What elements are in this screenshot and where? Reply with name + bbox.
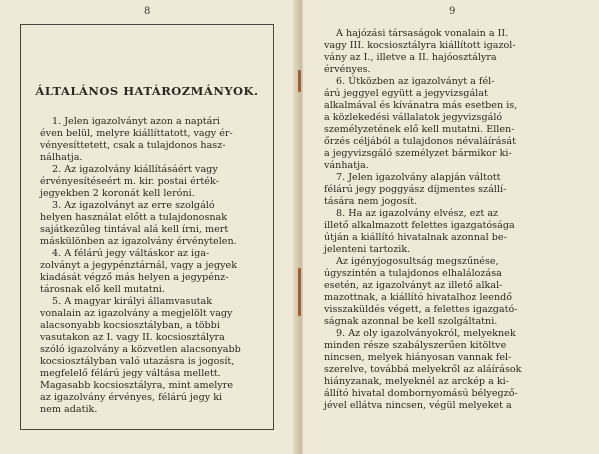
text-line: jével ellátva nincsen, végül melyeket a (324, 400, 512, 411)
text-line: érvényes. (324, 64, 371, 75)
text-line: ságnak azonnal be kell szolgáltatni. (324, 316, 498, 327)
right-page-text (324, 28, 566, 412)
text-line: Magasabb kocsiosztályra, mint amelyre (40, 380, 234, 391)
text-line: állító hivatal dombornyomású bélyegző- (324, 388, 518, 399)
text-line: helyen használat előtt a tulajdonosnak (40, 212, 228, 223)
text-line: árú jeggyel együtt a jegyvizsgálat (324, 88, 488, 99)
text-line: nem adatik. (40, 404, 98, 415)
text-line: esetén, az igazolványt az illető alkal- (324, 280, 503, 291)
text-line: vánhatja. (324, 160, 369, 171)
text-line: éven belül, melyre kiállíttatott, vagy ér- (40, 128, 233, 139)
text-line: jegyekben 2 koronát kell leróni. (40, 188, 195, 199)
text-line: tárosnak elő kell mutatni. (40, 284, 165, 295)
text-line: vonalain az igazolvány a megjelölt vagy (40, 308, 233, 319)
text-line: Az igényjogosultság megszűnése, (336, 256, 499, 267)
binding-stitch (298, 268, 301, 316)
text-line: 9. Az oly igazolványokról, melyeknek (336, 328, 516, 339)
text-line: máskülönben az igazolvány érvénytelen. (40, 236, 237, 247)
text-line: az igazolvány érvényes, félárú jegy ki (40, 392, 223, 403)
text-line: minden része szabályszerűen kitöltve (324, 340, 507, 351)
text-line: 8. Ha az igazolvány elvész, ezt az (336, 208, 499, 219)
text-line: félárú jegy poggyász díjmentes szállí- (324, 184, 507, 195)
page-number-left: 8 (144, 6, 151, 17)
text-line: szóló igazolvány a közvetlen alacsonyabb (40, 344, 241, 355)
left-page (0, 0, 296, 454)
text-line: nálhatja. (40, 152, 83, 163)
text-line: 7. Jelen igazolvány alapján váltott (336, 172, 501, 183)
text-line: alacsonyabb kocsiosztályban, a többi (40, 320, 220, 331)
text-line: zolványt a jegypénztárnál, vagy a jegyek (40, 260, 238, 271)
text-line: személyzetének elő kell mutatni. Ellen- (324, 124, 515, 135)
text-line: megfelelő félárú jegy váltása mellett. (40, 368, 221, 379)
section-heading: ÁLTALÁNOS HATÁROZMÁNYOK. (35, 84, 259, 98)
binding-stitch (298, 70, 301, 92)
text-line: nincsen, melyek hiányosan vannak fel- (324, 352, 512, 363)
text-line: alkalmával és kívánatra más esetben is, (324, 100, 518, 111)
text-line: vagy III. kocsiosztályra kiállított igazol- (324, 40, 516, 51)
text-line: vány az I., illetve a II. hajóosztályra (324, 52, 497, 63)
text-line: úgyszintén a tulajdonos elhalálozása (324, 268, 502, 279)
text-line: 2. Az igazolvány kiállításáért vagy (52, 164, 218, 175)
text-line: kiadását végző más helyen a jegypénz- (40, 272, 229, 283)
text-line: jelenteni tartozik. (324, 244, 411, 255)
text-line: sajátkezűleg tintával alá kell írni, mert (40, 224, 229, 235)
text-line: vasutakon az I. vagy II. kocsiosztályra (40, 332, 225, 343)
text-line: 4. A félárú jegy váltáskor az iga- (52, 248, 210, 259)
text-line: vényesíttetett, csak a tulajdonos hasz- (40, 140, 226, 151)
text-line: 5. A magyar királyi államvasutak (52, 296, 213, 307)
left-page-text (40, 116, 260, 416)
text-line: útján a kiállító hivatalnak azonnal be- (324, 232, 507, 243)
text-line: 6. Útközben az igazolványt a fél- (336, 76, 495, 87)
text-line: visszaküldés végett, a felettes igazgató- (324, 304, 518, 315)
text-line: érvényesítéseért m. kir. postai érték- (40, 176, 219, 187)
text-line: őrzés céljából a tulajdonos névaláírását (324, 136, 516, 147)
text-line: a közlekedési vállalatok jegyvizsgáló (324, 112, 503, 123)
text-line: szerelve, továbbá melyekről az aláírások (324, 364, 522, 375)
text-line: mazottnak, a kiállító hivatalhoz leendő (324, 292, 513, 303)
text-line: 1. Jelen igazolványt azon a naptári (52, 116, 220, 127)
text-line: 3. Az igazolványt az erre szolgáló (52, 200, 215, 211)
text-line: A hajózási társaságok vonalain a II. (336, 28, 509, 39)
text-line: hiányzanak, melyeknél az arckép a ki- (324, 376, 509, 387)
text-line: illető alkalmazott felettes igazgatósága (324, 220, 515, 231)
text-line: tására nem jogosít. (324, 196, 418, 207)
page-number-right: 9 (449, 6, 456, 17)
text-line: a jegyvizsgáló személyzet bármikor ki- (324, 148, 512, 159)
text-line: kocsiosztályban való utazásra is jogosít, (40, 356, 235, 367)
